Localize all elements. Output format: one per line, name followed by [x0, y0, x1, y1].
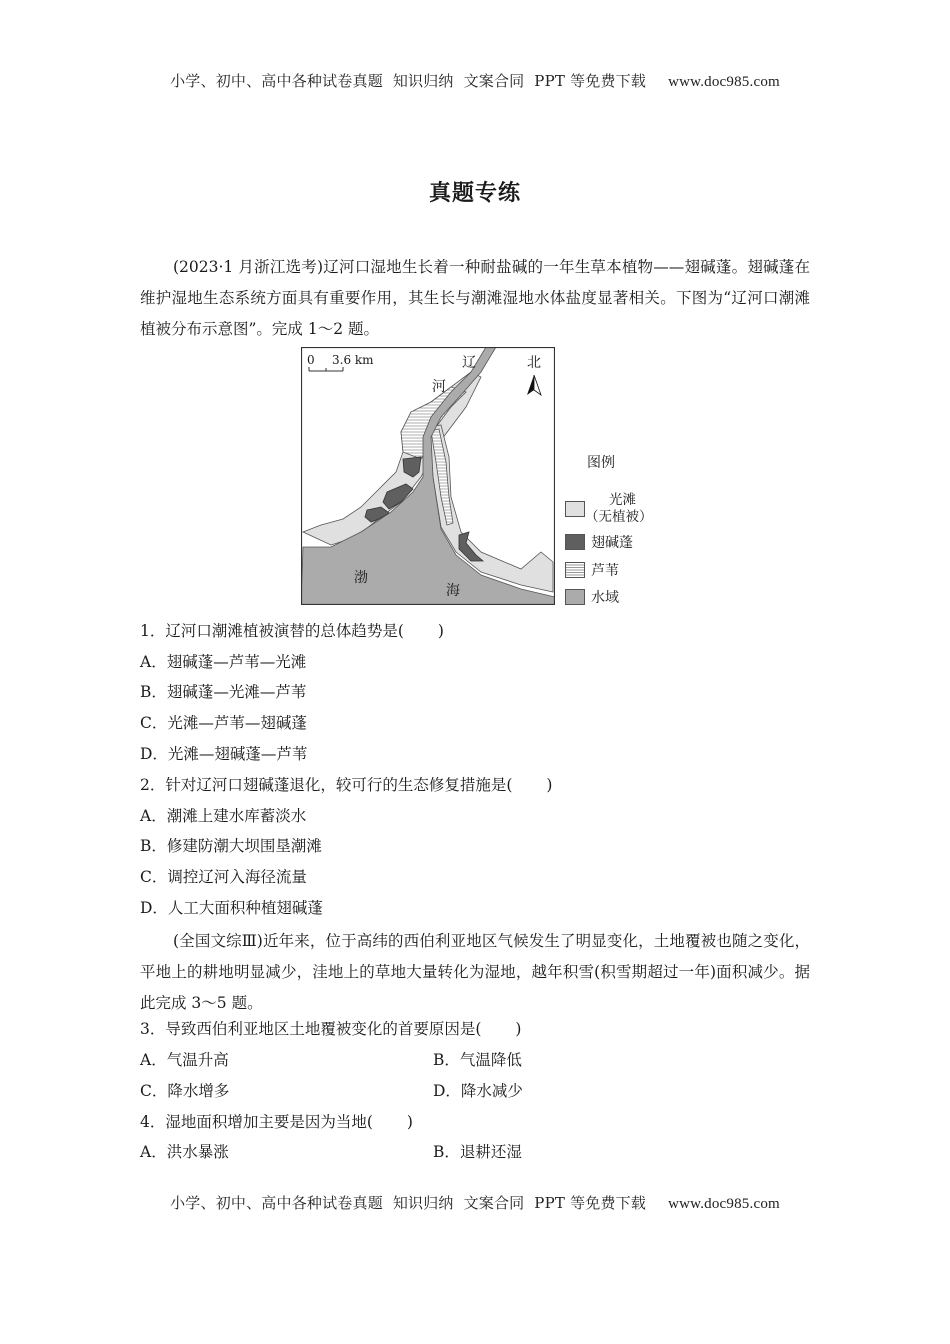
- question-2: 2．针对辽河口翅碱蓬退化，较可行的生态修复措施是( ): [140, 776, 553, 794]
- bare-flat-swatch-icon: [565, 501, 585, 517]
- q4-option-a[interactable]: A．洪水暴涨: [140, 1143, 229, 1161]
- question-1: 1．辽河口潮滩植被演替的总体趋势是( ): [140, 622, 444, 640]
- sea-label-1: 渤: [354, 570, 368, 586]
- suaeda-swatch-icon: [565, 534, 585, 550]
- q2-option-a[interactable]: A．潮滩上建水库蓄淡水: [140, 807, 307, 825]
- question-4: 4．湿地面积增加主要是因为当地( ): [140, 1113, 413, 1131]
- q2-option-d[interactable]: D．人工大面积种植翅碱蓬: [140, 899, 323, 917]
- section2-intro: [140, 926, 810, 1019]
- river-label-1: 辽: [462, 355, 476, 371]
- legend-title: 图例: [587, 455, 615, 471]
- header-text: 小学、初中、高中各种试卷真题 知识归纳 文案合同 PPT 等免费下载: [170, 72, 647, 90]
- question-3: 3．导致西伯利亚地区土地覆被变化的首要原因是( ): [140, 1020, 522, 1038]
- footer-text: 小学、初中、高中各种试卷真题 知识归纳 文案合同 PPT 等免费下载: [170, 1194, 647, 1212]
- q2-option-b[interactable]: B．修建防潮大坝围垦潮滩: [140, 837, 322, 855]
- q2-option-c[interactable]: C．调控辽河入海径流量: [140, 868, 307, 886]
- footer-url[interactable]: www.doc985.com: [668, 1196, 780, 1212]
- header-banner: [0, 70, 950, 91]
- q3-option-a[interactable]: A．气温升高: [140, 1051, 229, 1069]
- q3-option-c[interactable]: C．降水增多: [140, 1082, 230, 1100]
- sea-label-2: 海: [446, 583, 460, 599]
- q1-option-a[interactable]: A．翅碱蓬—芦苇—光滩: [140, 653, 307, 671]
- q3-option-b[interactable]: B．气温降低: [433, 1051, 522, 1069]
- legend-item-water: 水域: [565, 587, 619, 607]
- liaohe-estuary-map: [301, 347, 555, 605]
- scale-label: 3.6 km: [332, 353, 374, 367]
- legend-item-suaeda: 翅碱蓬: [565, 532, 633, 552]
- q4-option-b[interactable]: B．退耕还湿: [433, 1143, 522, 1161]
- section1-intro: [140, 252, 810, 345]
- scale-zero: 0: [307, 353, 315, 367]
- q1-option-b[interactable]: B．翅碱蓬—光滩—芦苇: [140, 683, 307, 701]
- header-url[interactable]: www.doc985.com: [668, 74, 780, 90]
- q1-option-c[interactable]: C．光滩—芦苇—翅碱蓬: [140, 714, 307, 732]
- reed-swatch-icon: [565, 562, 585, 578]
- q3-option-d[interactable]: D．降水减少: [433, 1082, 523, 1100]
- section2-intro-text: (全国文综Ⅲ)近年来，位于高纬的西伯利亚地区气候发生了明显变化，土地覆被也随之变化，平地上的耕地明显减少，洼地上的草地大量转化为湿地，越年积雪(积雪期超过一年)面积减少。据此完成 3～5 题。: [140, 932, 810, 1012]
- water-swatch-icon: [565, 589, 585, 605]
- footer-banner: [0, 1192, 950, 1213]
- river-label-2: 河: [432, 379, 446, 395]
- legend-item-bare-flat: 光滩 （无植被）: [565, 492, 653, 526]
- north-label: 北: [527, 355, 541, 371]
- page-title: 真题专练: [428, 181, 521, 206]
- q1-option-d[interactable]: D．光滩—翅碱蓬—芦苇: [140, 745, 308, 763]
- legend-item-reed: 芦苇: [565, 560, 619, 580]
- section1-intro-text: (2023·1 月浙江选考)辽河口湿地生长着一种耐盐碱的一年生草本植物——翅碱蓬。翅碱蓬在维护湿地生态系统方面具有重要作用，其生长与潮滩湿地水体盐度显著相关。下图为“辽河口潮滩植被分布示意图”。完成 1～2 题。: [140, 258, 810, 338]
